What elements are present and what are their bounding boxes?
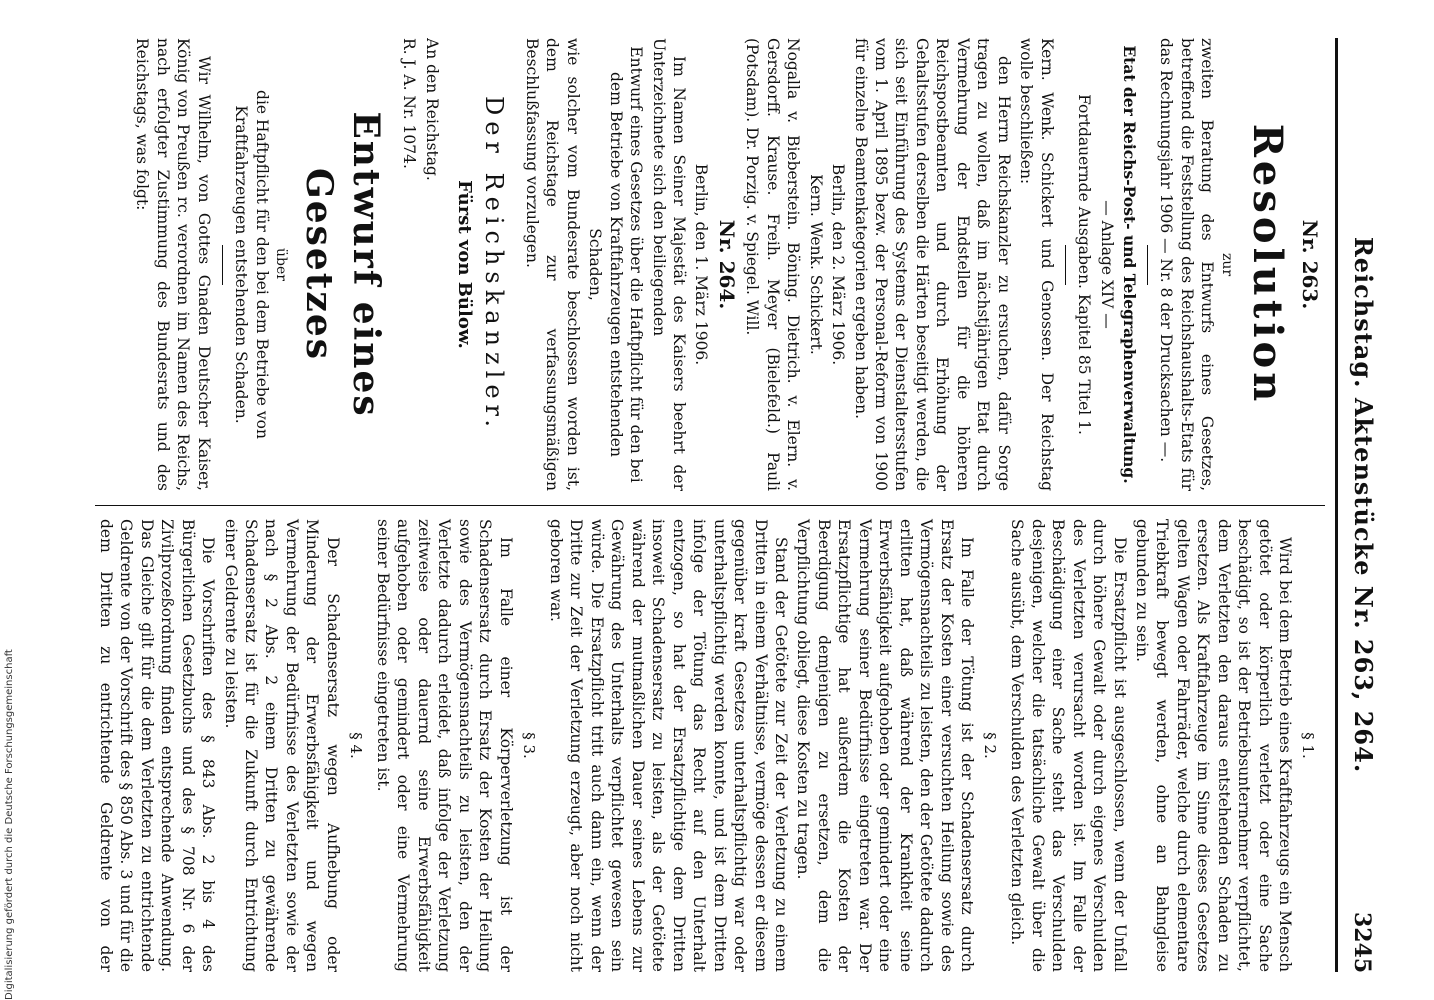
submission-text-cont: wie solcher vom Bundesrate beschlossen worden ist, dem Reichstage zur verfassungsmäßigen Beschlußfassung vorzulegen.: [522, 38, 582, 491]
heading-resolution: Resolution: [1243, 123, 1291, 406]
bill-title-inline: Entwurf eines Gesetzes über die Haftpflicht für den bei dem Betriebe von Kraftfahrzeugen entstehenden Schaden,: [586, 46, 646, 483]
section-4-heading: § 4.: [346, 732, 365, 759]
resolution-text: den Herrn Reichskanzler zu ersuchen, dafür Sorge tragen zu wollen, daß im nächstjährigen Etat durch Vermehrung der Endstellen für die höheren Reichspostbeamten und durch Erhöhung der Gehaltsstufen derselben die Härten beseitigt werden, die sich seit Einführung des Systems der Dienstaltersstufen vom 1. April 1895 bezw. der Personal-Reform von 1900 für einzelne Beamtenkategorien ergeben haben.: [851, 38, 1013, 491]
section-1-para-1: Wird bei dem Betrieb eines Kraftfahrzeugs ein Mensch getötet oder körperlich verletzt oder eine Sache beschädigt, so ist der Betriebsunternehmer verpflichtet, dem Verletzten den daraus entstehenden Schaden zu ersetzen. Als Kraftfahrzeuge im Sinne dieses Gesetzes gelten Wagen oder Fahrräder, welche durch elementare Triebkraft bewegt werden, ohne an Bahngleise gebunden zu sein.: [1133, 519, 1295, 972]
resolution-intro: zweiten Beratung des Entwurfs eines Gesetzes, betreffend die Feststellung des Reichshaushalts-Etats für das Rechnungsjahr 1906 — Nr. 8 der Drucksachen —.: [1157, 38, 1217, 491]
funding-note: Digitalisierung gefördert durch die Deutsche Forschungsgemeinschaft: [4, 649, 15, 1000]
divider: [1065, 245, 1066, 285]
reference-number: R. J. A. Nr. 1074.: [400, 38, 419, 169]
signer-title: Der Reichskanzler.: [480, 95, 509, 433]
text-ueber: über: [273, 248, 289, 281]
signers-list: Nogalla v. Bieberstein. Böning. Dietrich. v. Elern. v. Gersdorff. Krause. Freih. Meyer (Bielefeld.) Pauli (Potsdam). Dr. Porzig. v. Spiegel. Will.: [743, 38, 803, 491]
heading-nr-263: Nr. 263.: [1298, 219, 1322, 310]
column-rule: [95, 505, 1325, 506]
right-column: [95, 505, 1325, 972]
left-column: [95, 38, 1325, 505]
section-4-para-1: Der Schadensersatz wegen Aufhebung oder Minderung der Erwerbsfähigkeit und wegen Vermehrung der Bedürfnisse des Verletzten sowie der nach § 2 Abs. 2 einem Dritten zu gewährende Schadensersatz ist für die Zukunft durch Entrichtung einer Geldrente zu leisten.: [221, 519, 342, 972]
heading-entwurf: Entwurf eines Gesetzes: [297, 111, 388, 418]
bill-subject: die Haftpflicht für den bei dem Betriebe von Kraftfahrzeugen entstehenden Schaden.: [232, 90, 271, 439]
signers-main: Kern. Wenk. Schickert.: [806, 174, 825, 355]
signer-name: Fürst von Bülow.: [453, 180, 475, 349]
section-3-heading: § 3.: [519, 732, 538, 759]
divider: [222, 245, 223, 285]
date-264: Berlin, den 1. März 1906.: [692, 163, 711, 366]
text-zur: zur: [1218, 252, 1235, 277]
enacting-clause: Wir Wilhelm, von Gottes Gnaden Deutscher Kaiser, König von Preußen rc. verordnen im Namen des Reichs, nach erfolgter Zustimmung des Bundesrats und des Reichstags, was folgt:: [133, 38, 213, 491]
two-column-body: [95, 38, 1325, 972]
kapitel-label: Fortdauernde Ausgaben. Kapitel 85 Titel 1.: [1075, 94, 1094, 435]
section-2-para-1: Im Falle der Tötung ist der Schadensersatz durch Ersatz der Kosten einer versuchten Heilung sowie des Vermögensnachteils zu leisten, den der Getötete dadurch erlitten hat, daß während der Krankheit seine Erwerbsfähigkeit aufgehoben oder gemindert oder eine Vermehrung seiner Bedürfnisse eingetreten war. Der Ersatzpflichtige hat außerdem die Kosten der Beerdigung demjenigen zu ersetzen, dem die Verpflichtung obliegt, diese Kosten zu tragen.: [794, 519, 977, 972]
section-3-para-1: Im Falle einer Körperverletzung ist der Schadensersatz durch Ersatz der Kosten der Heilung sowie des Vermögensnachteils zu leisten, den der Verletzte dadurch erleidet, daß infolge der Verletzung zeitweise oder dauernd seine Erwerbsfähigkeit aufgehoben oder gemindert oder eine Vermehrung seiner Bedürfnisse eingetreten ist.: [374, 519, 515, 972]
section-2-heading: § 2.: [980, 732, 999, 759]
etat-title: Etat der Reichs-Post- und Telegraphenverwaltung.: [1119, 45, 1139, 484]
anlage-label: — Anlage XIV —: [1097, 200, 1116, 329]
submission-text: Im Namen Seiner Majestät des Kaisers beehrt der Unterzeichnete sich den beiliegenden: [649, 38, 688, 491]
section-1-para-2: Die Ersatzpflicht ist ausgeschlossen, wenn der Unfall durch höhere Gewalt oder durch eigenes Verschulden des Verletzten verursacht worden ist. Im Falle der Beschädigung einer Sache steht das Verschulden desjenigen, welcher die tatsächliche Gewalt über die Sache ausübt, dem Verschulden des Verletzten gleich.: [1008, 519, 1129, 972]
heading-nr-264: Nr. 264.: [714, 219, 739, 310]
resolution-motion: Kern. Wenk. Schickert und Genossen. Der Reichstag wolle beschließen:: [1017, 38, 1056, 491]
rotated-document-page: [70, 0, 1390, 1000]
section-4-para-2: Die Vorschriften des § 843 Abs. 2 bis 4 des Bürgerlichen Gesetzbuchs und des § 708 Nr. 6 der Zivilprozeßordnung finden entsprechende Anwendung. Das Gleiche gilt für die dem Verletzten zu entrichtende Geldrente von der Vorschrift des § 850 Abs. 3 und für die dem Dritten zu entrichtende Geldrente von der: [96, 519, 218, 972]
divider: [1147, 245, 1148, 285]
section-1-heading: § 1.: [1299, 732, 1317, 759]
running-header: [1335, 38, 1378, 972]
addressee: An den Reichstag.: [422, 38, 441, 181]
page-number: 3245: [1349, 911, 1375, 974]
date-263: Berlin, den 2. März 1906.: [829, 163, 848, 366]
section-2-para-2: Stand der Getötete zur Zeit der Verletzung zu einem Dritten in einem Verhältnisse, vermöge dessen er diesem gegenüber kraft Gesetzes unterhaltspflichtig war oder unterhaltspflichtig werden konnte, und ist dem Dritten infolge der Tötung das Recht auf den Unterhalt entzogen, so hat der Ersatzpflichtige dem Dritten insoweit Schadensersatz zu leisten, als der Getötete während der mutmaßlichen Dauer seines Lebens zur Gewährung des Unterhalts verpflichtet gewesen sein würde. Die Ersatzpflicht tritt auch dann ein, wenn der Dritte zur Zeit der Verletzung erzeugt, aber noch nicht geboren war.: [547, 519, 790, 972]
side-note-strip: [0, 0, 14, 1000]
header-title: Reichstag. Aktenstücke Nr. 263, 264.: [1349, 236, 1378, 774]
